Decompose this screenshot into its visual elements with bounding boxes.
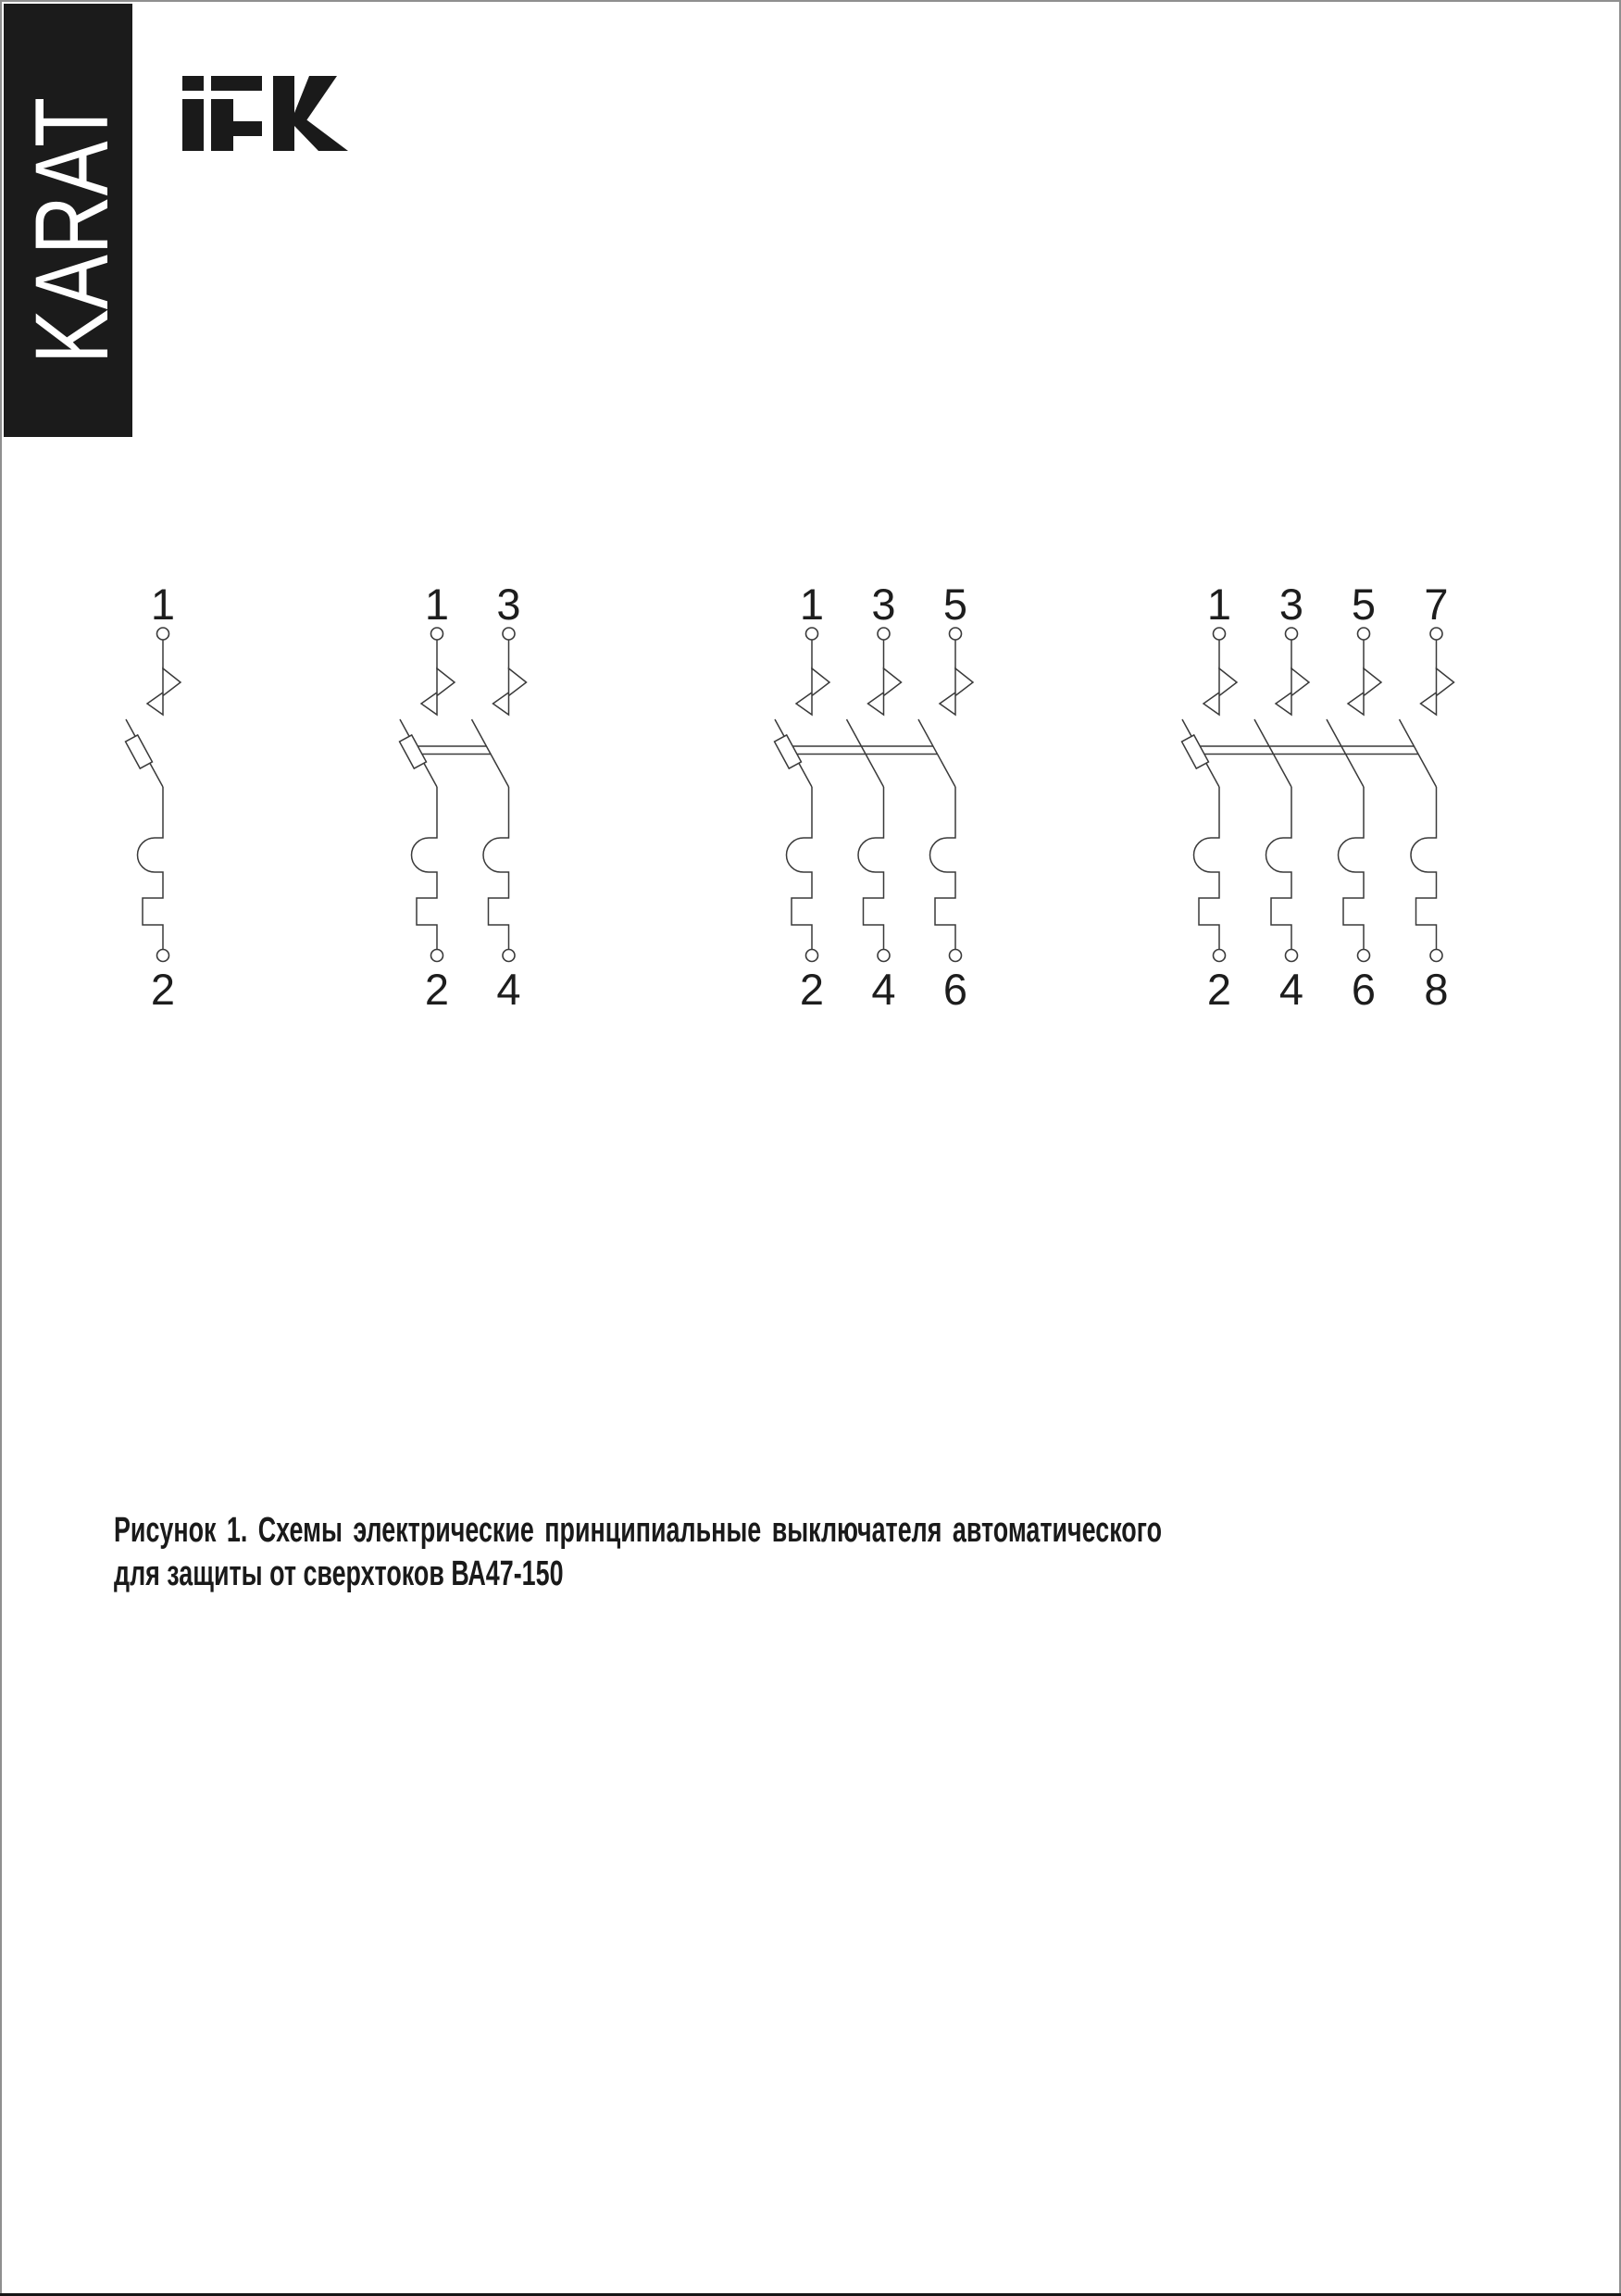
terminal-label-top: 3 xyxy=(1278,580,1304,629)
coil-and-thermal-path xyxy=(1411,787,1437,950)
release-zigzag xyxy=(1348,668,1381,715)
terminal-circle-top xyxy=(157,628,169,640)
diagram-1-pole xyxy=(126,580,181,1014)
terminal-circle-top xyxy=(1358,628,1370,640)
contact-blade xyxy=(1254,719,1291,787)
pole xyxy=(1327,640,1381,950)
terminal-label-top: 1 xyxy=(424,580,450,629)
coil-and-thermal-path xyxy=(412,787,438,950)
terminal-circle-top xyxy=(1430,628,1442,640)
terminal-circle-top xyxy=(806,628,818,640)
figure-caption-line1: Рисунок 1. Схемы электрические принципиальные выключателя автоматического xyxy=(114,1511,1162,1550)
karat-banner-art xyxy=(4,4,132,437)
page-border-left xyxy=(0,0,2,2296)
iek-logo-i-stem xyxy=(182,99,204,151)
pole xyxy=(400,640,455,950)
pole xyxy=(775,640,829,950)
coil-and-thermal-path xyxy=(138,787,164,950)
terminal-label-bottom: 4 xyxy=(496,965,521,1014)
terminal-label-bottom: 2 xyxy=(150,965,176,1014)
terminal-label-bottom: 6 xyxy=(942,965,968,1014)
terminal-circle-bottom xyxy=(1430,950,1442,962)
terminal-label-bottom: 4 xyxy=(871,965,896,1014)
terminal-label-top: 7 xyxy=(1424,580,1449,629)
terminal-circle-top xyxy=(878,628,890,640)
release-box xyxy=(126,735,153,768)
diagram-4-pole xyxy=(1182,580,1454,1014)
contact-blade xyxy=(918,719,955,787)
iek-logo-k-leg xyxy=(294,118,348,151)
iek-logo-k-arm xyxy=(294,76,337,126)
contact-blade xyxy=(472,719,509,787)
terminal-circle-bottom xyxy=(431,950,443,962)
terminal-label-top: 5 xyxy=(942,580,968,629)
coil-and-thermal-path xyxy=(1194,787,1220,950)
page-border-top xyxy=(0,0,1621,2)
terminal-label-top: 3 xyxy=(871,580,896,629)
coil-and-thermal-path xyxy=(930,787,956,950)
release-zigzag xyxy=(1203,668,1237,715)
terminal-circle-top xyxy=(1286,628,1298,640)
iek-logo-i-dot xyxy=(182,76,204,91)
pole xyxy=(847,640,902,950)
coil-and-thermal-path xyxy=(787,787,813,950)
terminal-circle-top xyxy=(950,628,962,640)
iek-logo-e-top xyxy=(211,76,262,91)
terminal-label-bottom: 6 xyxy=(1351,965,1377,1014)
release-box xyxy=(1182,735,1209,768)
pole xyxy=(1254,640,1309,950)
release-box xyxy=(400,735,427,768)
release-zigzag xyxy=(940,668,973,715)
coil-and-thermal-path xyxy=(1339,787,1364,950)
pole xyxy=(1182,640,1237,950)
diagram-2-pole xyxy=(400,580,527,1014)
terminal-circle-bottom xyxy=(503,950,515,962)
iek-logo-e-mid xyxy=(233,121,262,136)
iek-logo-k-stem xyxy=(273,76,294,151)
terminal-label-top: 5 xyxy=(1351,580,1377,629)
iek-logo-e-stem xyxy=(211,99,233,151)
release-zigzag xyxy=(868,668,902,715)
pole xyxy=(472,640,527,950)
terminal-circle-bottom xyxy=(878,950,890,962)
terminal-label-bottom: 2 xyxy=(424,965,450,1014)
coil-and-thermal-path xyxy=(483,787,509,950)
terminal-circle-bottom xyxy=(1214,950,1226,962)
terminal-circle-top xyxy=(431,628,443,640)
diagram-3-pole xyxy=(775,580,973,1014)
figure-caption-line2: для защиты от сверхтоков ВА47-150 xyxy=(114,1554,564,1593)
terminal-label-bottom: 2 xyxy=(799,965,825,1014)
terminal-circle-top xyxy=(503,628,515,640)
release-box xyxy=(775,735,802,768)
terminal-label-bottom: 2 xyxy=(1206,965,1232,1014)
release-zigzag xyxy=(147,668,181,715)
release-zigzag xyxy=(1421,668,1454,715)
coil-and-thermal-path xyxy=(858,787,884,950)
terminal-label-bottom: 8 xyxy=(1424,965,1449,1014)
figure-caption xyxy=(114,1509,1162,1596)
karat-banner-text: KARAT xyxy=(14,25,130,364)
release-zigzag xyxy=(1276,668,1309,715)
contact-blade xyxy=(847,719,884,787)
terminal-circle-top xyxy=(1214,628,1226,640)
terminal-circle-bottom xyxy=(1358,950,1370,962)
iek-logo-art xyxy=(181,74,351,154)
contact-blade xyxy=(1327,719,1364,787)
contact-blade xyxy=(1400,719,1437,787)
release-zigzag xyxy=(796,668,829,715)
terminal-label-top: 1 xyxy=(150,580,176,629)
iek-logo xyxy=(181,74,351,154)
terminal-circle-bottom xyxy=(950,950,962,962)
terminal-circle-bottom xyxy=(157,950,169,962)
release-zigzag xyxy=(421,668,455,715)
terminal-label-top: 1 xyxy=(1206,580,1232,629)
schematics-figure xyxy=(0,555,1621,1037)
release-zigzag xyxy=(493,668,527,715)
pole xyxy=(918,640,973,950)
coil-and-thermal-path xyxy=(1266,787,1291,950)
terminal-circle-bottom xyxy=(806,950,818,962)
terminal-label-top: 3 xyxy=(496,580,521,629)
terminal-label-top: 1 xyxy=(799,580,825,629)
terminal-circle-bottom xyxy=(1286,950,1298,962)
pole xyxy=(1400,640,1454,950)
pole xyxy=(126,640,181,950)
karat-banner xyxy=(4,4,132,437)
terminal-label-bottom: 4 xyxy=(1278,965,1304,1014)
